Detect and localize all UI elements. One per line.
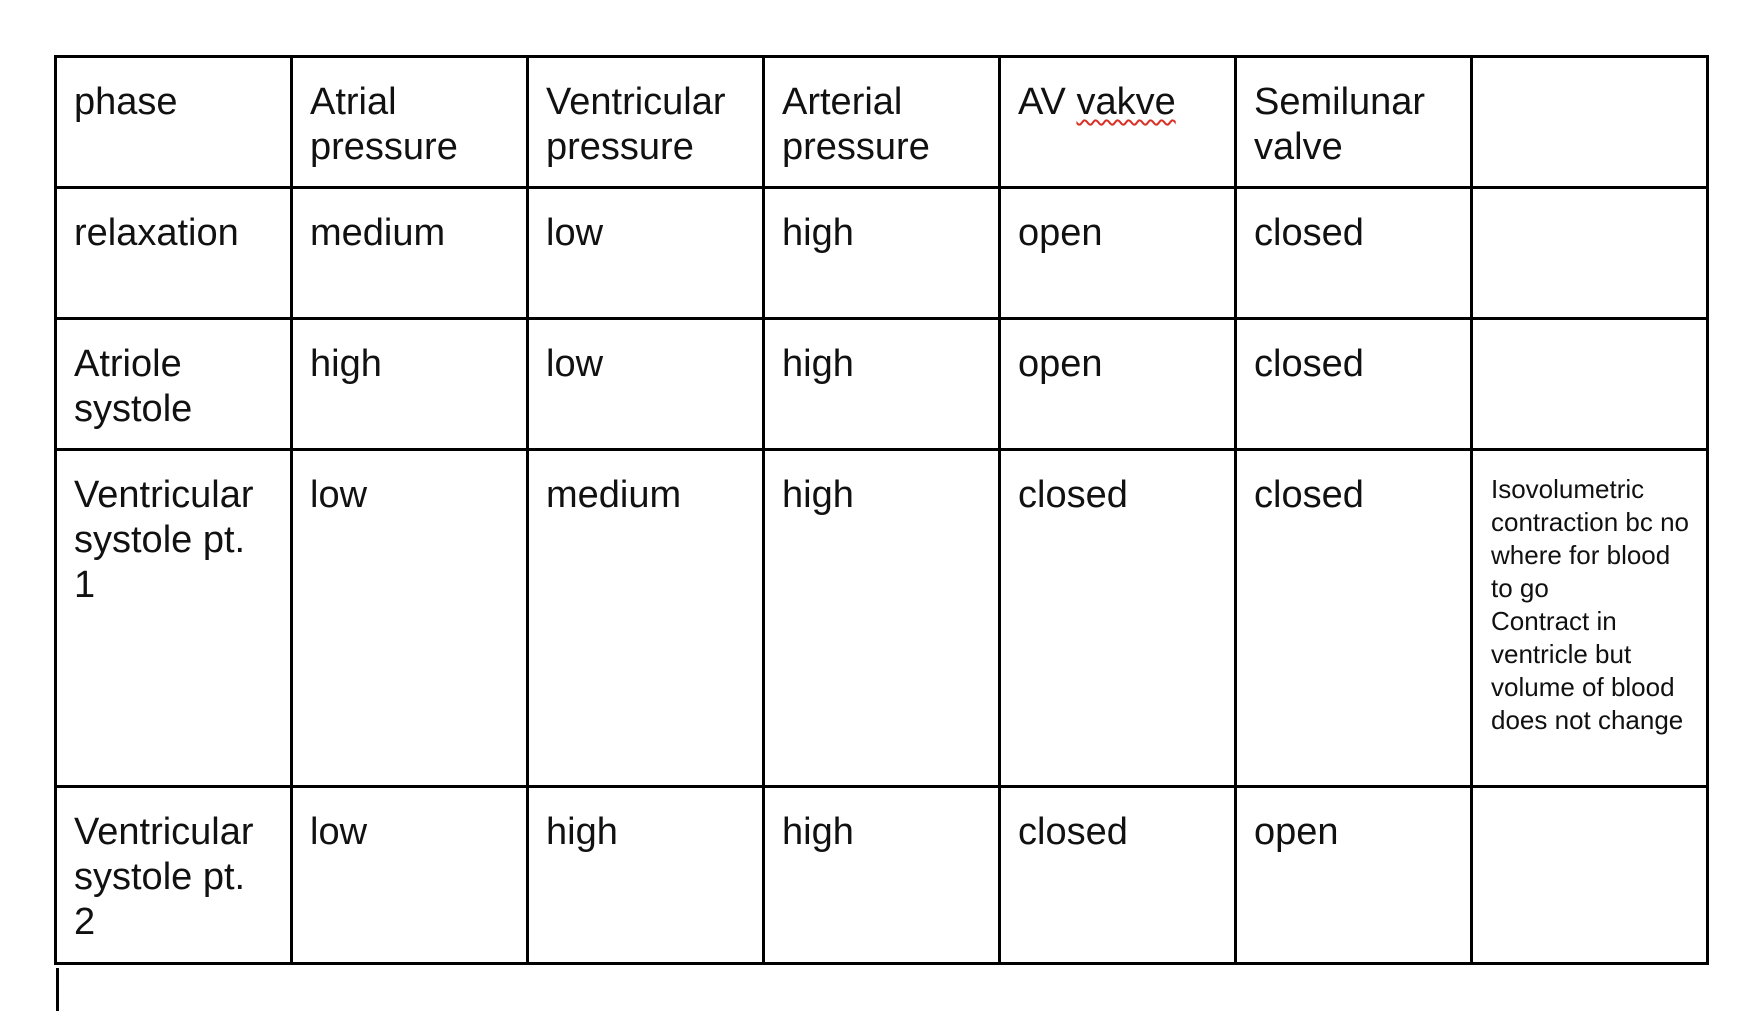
cell-phase[interactable]: Atriole systole bbox=[56, 319, 292, 450]
cell-arterial-pressure[interactable]: high bbox=[764, 319, 1000, 450]
cell-ventricular-pressure[interactable]: low bbox=[528, 319, 764, 450]
cell-semilunar-valve[interactable]: closed bbox=[1236, 450, 1472, 787]
cell-atrial-pressure[interactable]: low bbox=[292, 787, 528, 964]
header-notes[interactable] bbox=[1472, 57, 1708, 188]
cell-av-valve[interactable]: closed bbox=[1000, 450, 1236, 787]
text-cursor bbox=[56, 968, 59, 1011]
header-arterial-pressure[interactable]: Arterial pressure bbox=[764, 57, 1000, 188]
note-paragraph: Contract in ventricle but volume of blood does not change bbox=[1491, 606, 1684, 735]
cell-notes[interactable] bbox=[1472, 450, 1708, 787]
header-ventricular-pressure[interactable]: Ventricular pressure bbox=[528, 57, 764, 188]
spellcheck-flagged-word[interactable]: vakve bbox=[1076, 81, 1176, 123]
cell-notes[interactable] bbox=[1472, 319, 1708, 450]
cell-ventricular-pressure[interactable]: high bbox=[528, 787, 764, 964]
cell-ventricular-pressure[interactable]: low bbox=[528, 188, 764, 319]
table-row bbox=[56, 787, 1708, 964]
cell-semilunar-valve[interactable]: closed bbox=[1236, 319, 1472, 450]
cell-notes[interactable] bbox=[1472, 787, 1708, 964]
header-semilunar-valve[interactable]: Semilunar valve bbox=[1236, 57, 1472, 188]
cell-notes[interactable] bbox=[1472, 188, 1708, 319]
cell-arterial-pressure[interactable]: high bbox=[764, 450, 1000, 787]
cell-av-valve[interactable]: open bbox=[1000, 188, 1236, 319]
header-atrial-pressure[interactable]: Atrial pressure bbox=[292, 57, 528, 188]
table-row bbox=[56, 450, 1708, 787]
table-header-row bbox=[56, 57, 1708, 188]
note-paragraph: Isovolumetric contraction bc no where for blood to go bbox=[1491, 474, 1690, 603]
cell-semilunar-valve[interactable]: open bbox=[1236, 787, 1472, 964]
cell-av-valve[interactable]: closed bbox=[1000, 787, 1236, 964]
table-row bbox=[56, 188, 1708, 319]
cell-phase[interactable]: relaxation bbox=[56, 188, 292, 319]
cell-atrial-pressure[interactable]: medium bbox=[292, 188, 528, 319]
cell-phase[interactable]: Ventricular systole pt. 2 bbox=[56, 787, 292, 964]
table-row bbox=[56, 319, 1708, 450]
cell-arterial-pressure[interactable]: high bbox=[764, 188, 1000, 319]
cardiac-cycle-table bbox=[54, 55, 1709, 965]
cell-av-valve[interactable]: open bbox=[1000, 319, 1236, 450]
cell-ventricular-pressure[interactable]: medium bbox=[528, 450, 764, 787]
header-av-valve[interactable] bbox=[1000, 57, 1236, 188]
cell-atrial-pressure[interactable]: low bbox=[292, 450, 528, 787]
cell-phase[interactable]: Ventricular systole pt. 1 bbox=[56, 450, 292, 787]
cell-arterial-pressure[interactable]: high bbox=[764, 787, 1000, 964]
cell-semilunar-valve[interactable]: closed bbox=[1236, 188, 1472, 319]
header-phase[interactable]: phase bbox=[56, 57, 292, 188]
cell-atrial-pressure[interactable]: high bbox=[292, 319, 528, 450]
header-av-valve-prefix: AV bbox=[1018, 81, 1077, 123]
